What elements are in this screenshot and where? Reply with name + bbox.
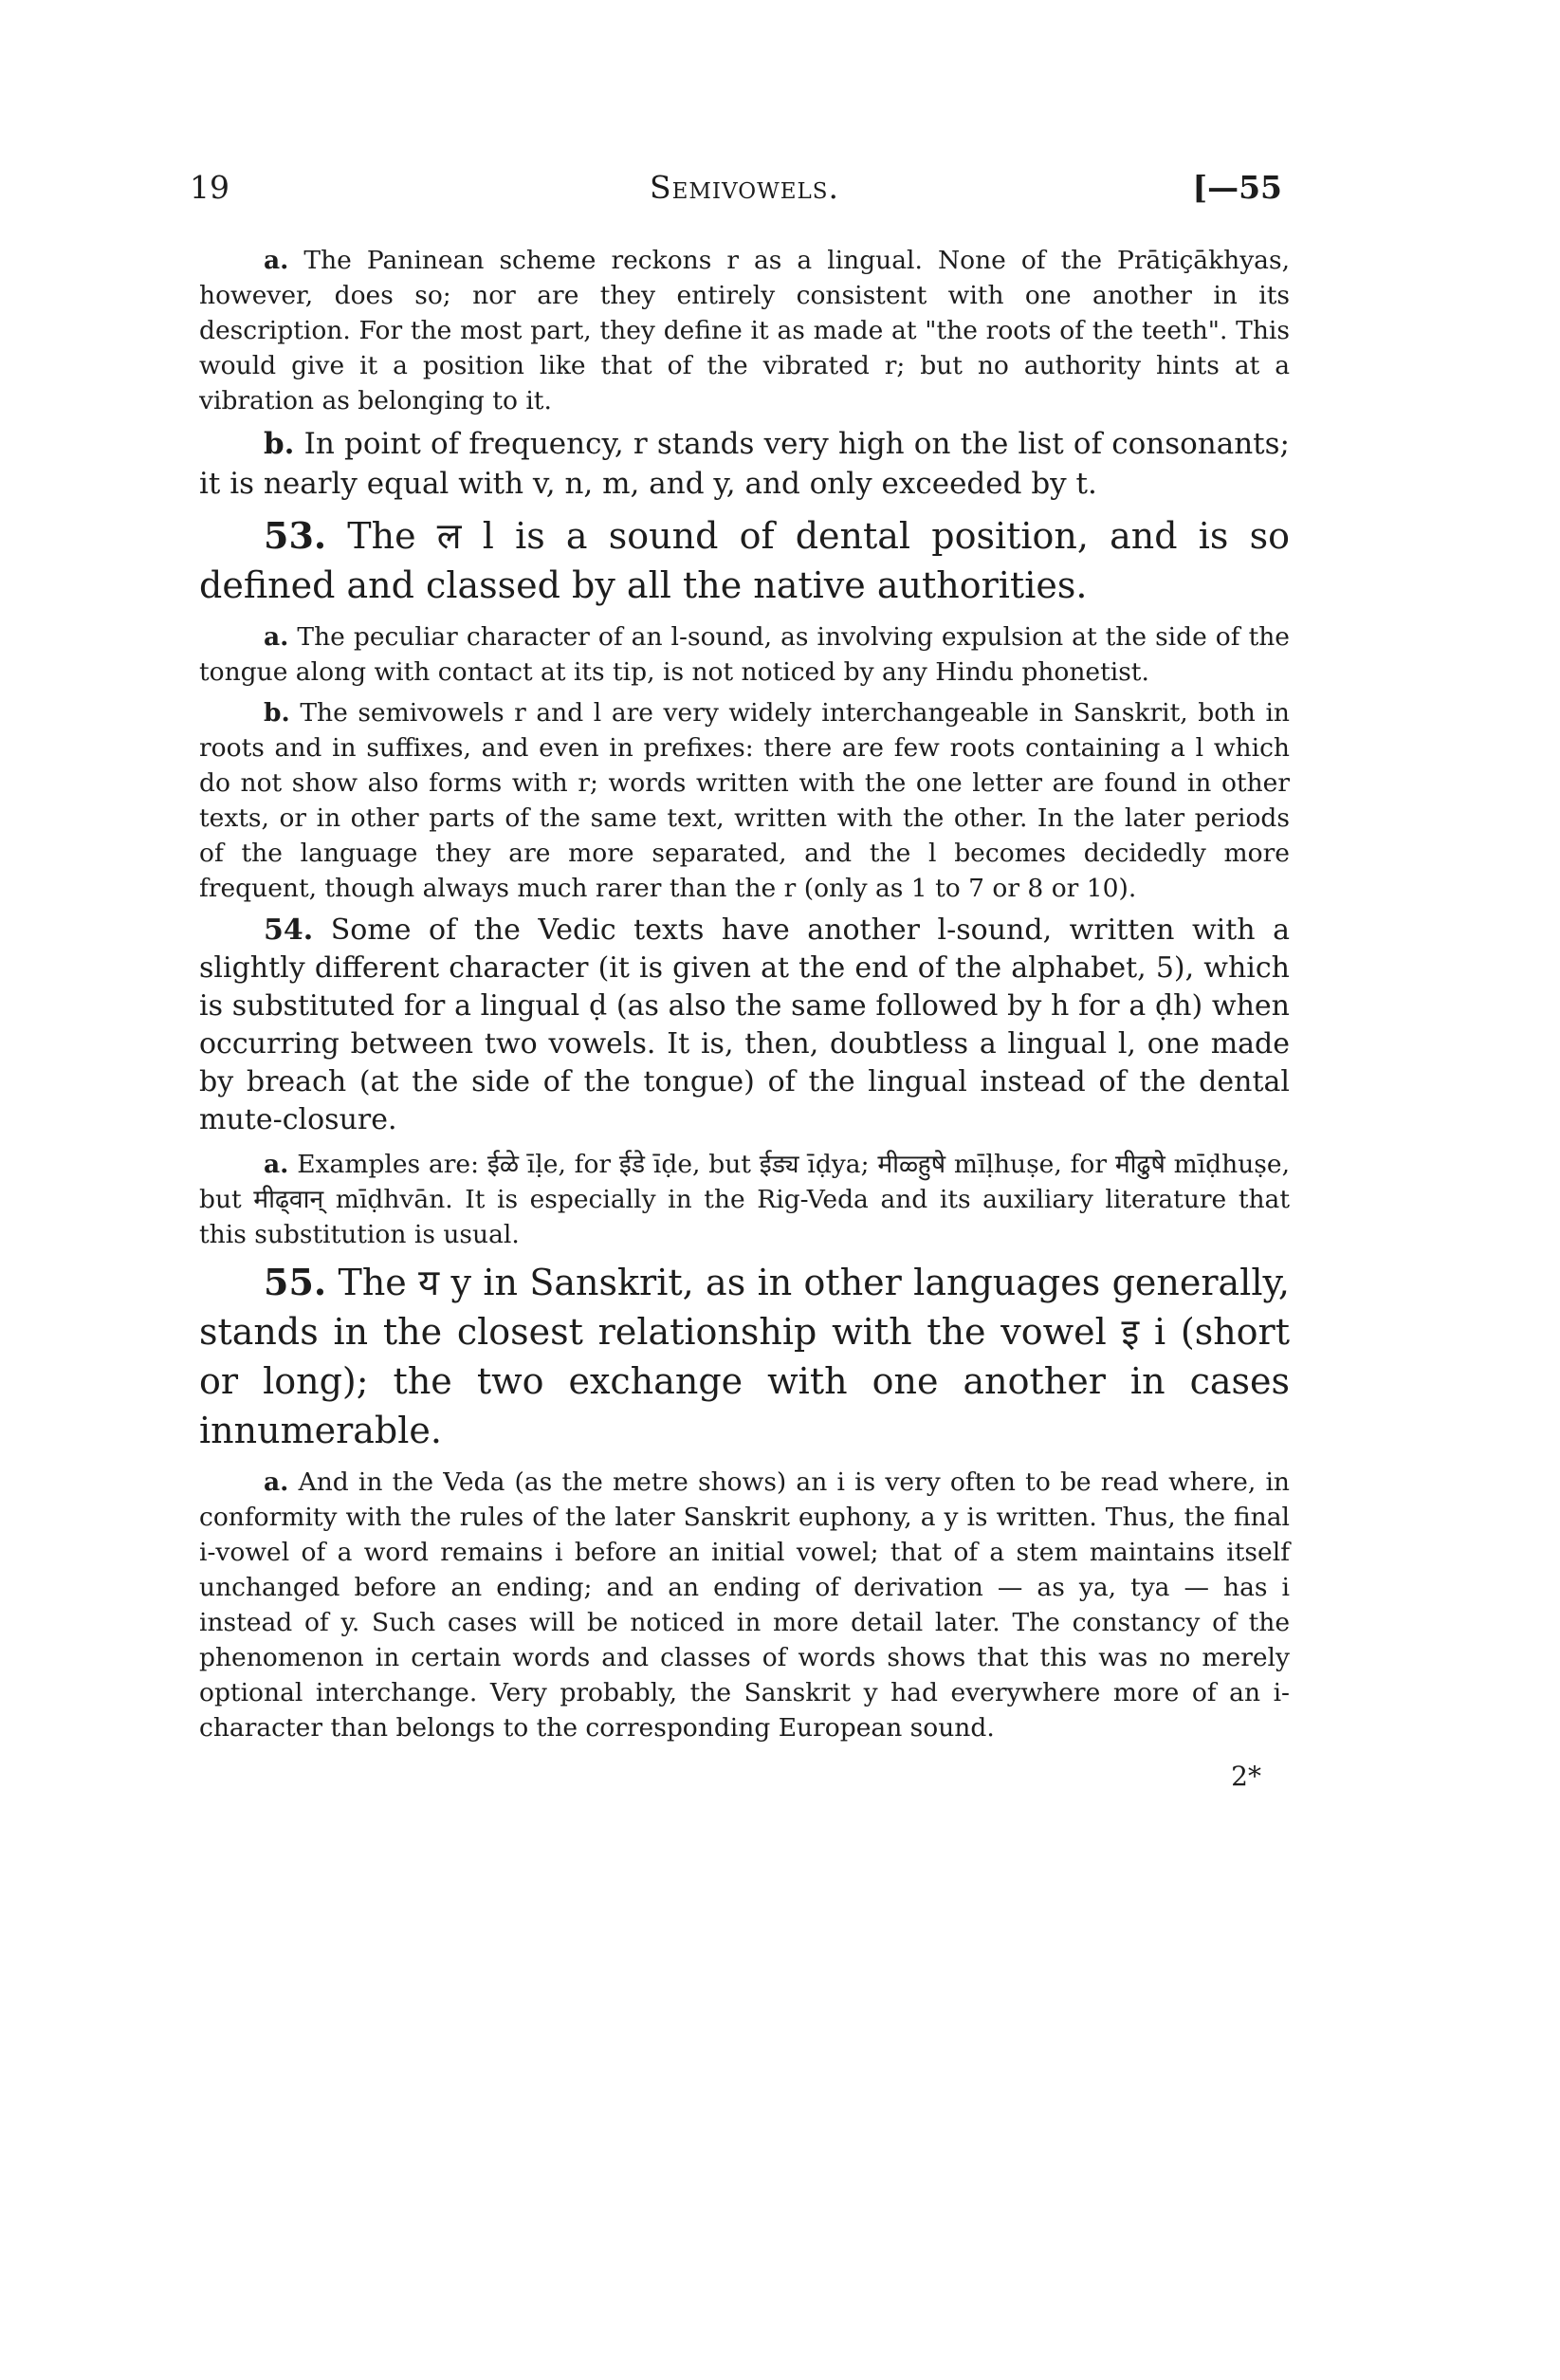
- paragraph-text: The Paninean scheme reckons r as a lingual. None of the Prātiçākhyas, however, does so; nor are they entirely consistent with one another in its description. For the most part, they define it as made at "the roots of the teeth". This would give it a position like that of the vibrated r; but no authority hints at a vibration as belonging to it.: [199, 246, 1290, 415]
- paragraph-label: a.: [264, 1150, 289, 1179]
- paragraph-text: The peculiar character of an l-sound, as involving expulsion at the side of the tongue along with contact at its tip, is not noticed by any Hindu phonetist.: [199, 622, 1290, 687]
- paragraph-label: a.: [264, 1467, 289, 1497]
- paragraph-53a: [199, 619, 1290, 690]
- paragraph-text: And in the Veda (as the metre shows) an i is very often to be read where, in conformity with the rules of the later Sanskrit euphony, a y is written. Thus, the final i-vowel of a word remains i before an initial vowel; that of a stem maintains itself unchanged before an ending; and an ending of derivation — as ya, tya — has i instead of y. Such cases will be noticed in more detail later. The constancy of the phenomenon in certain words and classes of words shows that this was no merely optional interchange. Very probably, the Sanskrit y had everywhere more of an i-character than belongs to the corresponding European sound.: [199, 1467, 1290, 1743]
- paragraph-55: [199, 1258, 1290, 1455]
- paragraph-text: In point of frequency, r stands very high on the list of consonants; it is nearly equal with v, n, m, and y, and only exceeded by t.: [199, 427, 1290, 501]
- paragraph-52a: [199, 243, 1290, 418]
- running-header: [190, 152, 1290, 209]
- paragraph-label: a.: [264, 622, 289, 652]
- paragraph-52b: [199, 424, 1290, 504]
- paragraph-55a: [199, 1465, 1290, 1745]
- paragraph-text: The ल l is a sound of dental position, and is so defined and classed by all the native authorities.: [199, 515, 1290, 606]
- paragraph-text: Some of the Vedic texts have another l-sound, written with a slightly different character (it is given at the end of the alphabet, 5), which is substituted for a lingual ḍ (as also the same followed by h for a ḍh) when occurring between two vowels. It is, then, doubtless a lingual l, one made by breach (at the side of the tongue) of the lingual instead of the dental mute-closure.: [199, 913, 1290, 1136]
- signature-mark: 2*: [1231, 1761, 1261, 1792]
- page: [190, 152, 1290, 1792]
- paragraph-label: b.: [264, 427, 295, 461]
- paragraph-53b: [199, 695, 1290, 906]
- paragraph-label: b.: [264, 698, 290, 728]
- section-reference: [—55: [1192, 169, 1282, 206]
- paragraph-53: [199, 511, 1290, 610]
- paragraph-text: The य y in Sanskrit, as in other languages generally, stands in the closest relationship with the vowel इ i (short or long); the two exchange with one another in cases innumerable.: [199, 1262, 1290, 1451]
- paragraph-text: Examples are: ईळे īḷe, for ईडे īḍe, but ईड्य īḍya; मीळ्हुषे mīḷhuṣe, for मीढुषे mīḍhuṣe, but मीढ्वान् mīḍhvān. It is especially in the Rig-Veda and its auxiliary literature that this substitution is usual.: [199, 1150, 1290, 1249]
- paragraph-54: [199, 912, 1290, 1139]
- paragraph-label: 54.: [264, 913, 314, 947]
- page-number: 19: [190, 169, 229, 206]
- paragraph-label: 53.: [264, 514, 327, 557]
- running-title: Semivowels.: [649, 169, 840, 206]
- paragraph-text: The semivowels r and l are very widely interchangeable in Sanskrit, both in roots and in suffixes, and even in prefixes: there are few roots containing a l which do not show also forms with r; words written with the one letter are found in other texts, or in other parts of the same text, written with the other. In the later periods of the language they are more separated, and the l becomes decidedly more frequent, though always much rarer than the r (only as 1 to 7 or 8 or 10).: [199, 698, 1290, 903]
- paragraph-label: a.: [264, 246, 289, 275]
- paragraph-label: 55.: [264, 1261, 327, 1303]
- paragraph-54a: [199, 1147, 1290, 1252]
